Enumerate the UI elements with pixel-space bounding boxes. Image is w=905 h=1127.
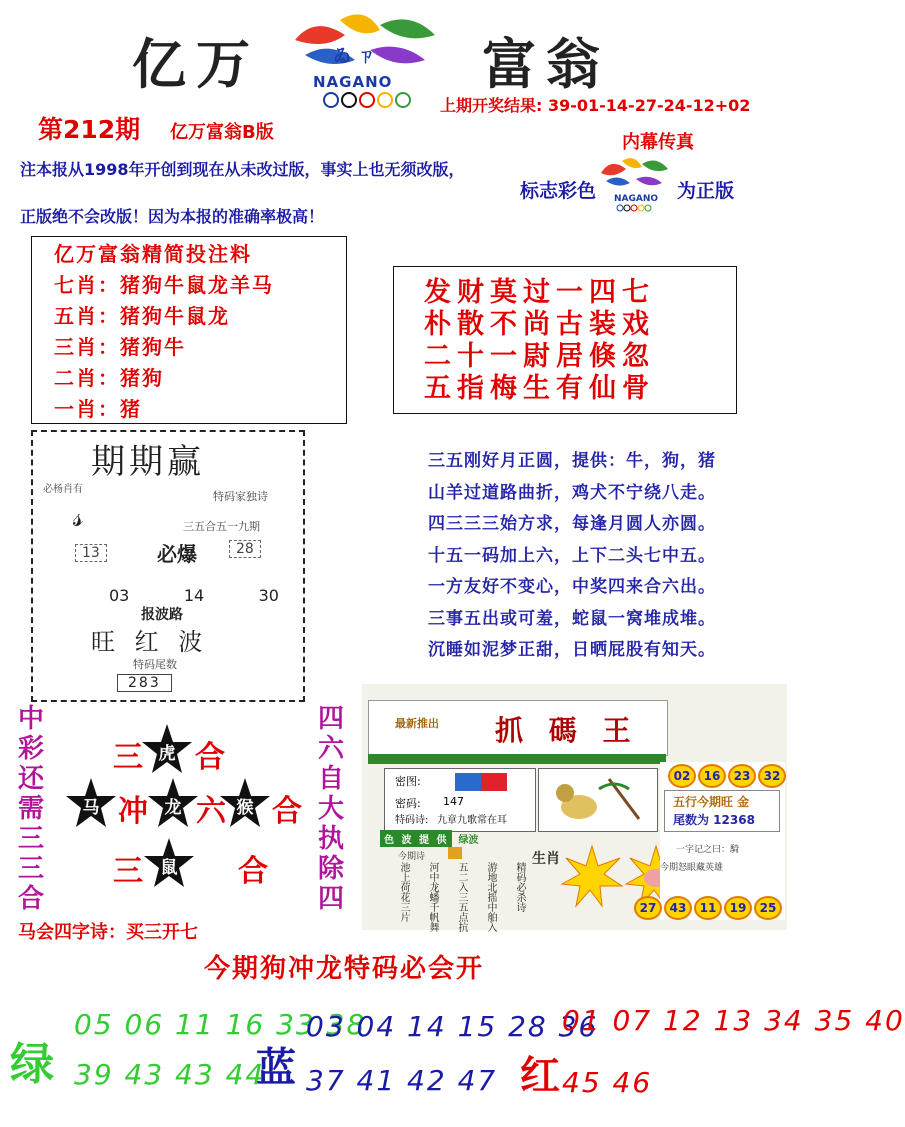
password-card — [384, 768, 536, 832]
number-ball: 25 — [754, 896, 782, 920]
star-label: 龙 — [164, 797, 182, 818]
poem-line: 朴散不尚古装戏 — [424, 309, 655, 340]
small-poem — [396, 862, 527, 932]
code-label: 密码: — [395, 797, 421, 810]
brand-suffix: 为正版 — [677, 180, 735, 202]
right-slogan-char: 除 — [318, 854, 345, 884]
star-horse — [64, 776, 118, 830]
star-label: 马 — [82, 797, 100, 818]
code-value: 147 — [443, 795, 464, 808]
right-vertical-slogan — [318, 704, 344, 914]
blue-numbers-row-1: 03 04 14 15 28 36 — [306, 1010, 599, 1043]
scan-num-left: 13 — [75, 544, 107, 562]
notice-line-1: 注本报从1998年开创到现在从未改过版，事实上也无须改版， — [20, 160, 465, 179]
scan-num-right: 28 — [229, 540, 261, 558]
star-tiger — [140, 722, 194, 776]
zhuama-latest: 最新推出 — [395, 717, 439, 730]
zodiac-line: 三肖：猪狗牛 — [54, 335, 186, 359]
wave-value: 绿波 — [458, 835, 479, 846]
scan-line-a: 必杨肖有 — [43, 484, 83, 495]
blue-poem-line: 四三三三始方求，每逢月圆人亦圆。 — [428, 514, 716, 534]
balls-bottom — [634, 896, 784, 920]
headline: 今期狗冲龙特码必会开 — [204, 954, 485, 984]
sanhe-row2-right: 合 — [272, 794, 302, 829]
star-monkey — [218, 776, 272, 830]
green-numbers-row-1: 05 06 11 16 33 38 — [74, 1008, 367, 1041]
scan-wave-label: 报波路 — [141, 607, 183, 623]
olympic-rings-icon — [323, 92, 411, 108]
burst-left-icon — [560, 844, 624, 908]
small-poem-col: 游地北摇中舶入 — [485, 862, 496, 932]
left-slogan-char: 三 — [18, 824, 45, 854]
cartoon-image — [538, 768, 658, 832]
notice-line-2: 正版绝不会改版！因为本报的准确率极高！ — [20, 207, 325, 226]
snake-icon: 𝓈 — [73, 500, 84, 533]
star-rat — [142, 836, 196, 890]
wave-tag: 色 波 提 供 — [380, 830, 452, 847]
poem-line: 发财莫过一四七 — [424, 277, 655, 308]
logo-text: NAGANO — [313, 73, 393, 91]
scan-last: 283 — [117, 674, 172, 692]
right-slogan-char: 四 — [318, 704, 345, 734]
zhuama-panel — [362, 684, 787, 930]
scan-num: 30 — [258, 586, 279, 605]
right-slogan-char: 大 — [318, 794, 345, 824]
small-logo-icon — [596, 155, 672, 213]
shengxiao-label: 生肖 — [532, 851, 560, 867]
brand-prefix: 标志彩色 — [520, 180, 597, 202]
blue-poem-line: 山羊过道路曲折，鸡犬不宁绕八走。 — [428, 482, 716, 503]
zodiac-line: 七肖：猪狗牛鼠龙羊马 — [54, 273, 274, 297]
wuxing-box — [664, 790, 780, 832]
poem-tag-icon — [448, 847, 462, 859]
scan-num: 14 — [183, 586, 205, 605]
one-word: 一字记之曰：騎 — [676, 845, 740, 855]
number-ball: 32 — [758, 764, 786, 788]
small-poem-col: 河中龙蟠千帆舞 — [427, 862, 438, 932]
scan-line-c: 三五合五一九期 — [183, 520, 260, 533]
left-slogan-char: 合 — [18, 884, 45, 914]
title-right: 富翁 — [482, 32, 610, 96]
star-dragon — [146, 776, 200, 830]
zodiac-pick-box — [31, 236, 347, 424]
scan-nums-row — [109, 586, 279, 605]
left-slogan-char: 还 — [18, 764, 45, 794]
left-slogan-char: 需 — [18, 794, 45, 824]
number-ball: 19 — [724, 896, 752, 920]
zodiac-line: 亿万富翁精简投注料 — [54, 242, 252, 266]
zodiac-line: 五肖：猪狗牛鼠龙 — [54, 304, 230, 328]
blue-label: 蓝 — [256, 1045, 296, 1091]
blue-poem-line: 沉睡如泥梦正甜，日晒屁股有知天。 — [428, 640, 716, 660]
red-numbers-row-1: 01 07 12 13 34 35 40 — [562, 1004, 905, 1037]
number-ball: 16 — [698, 764, 726, 788]
svg-text:NAGANO: NAGANO — [614, 194, 659, 204]
small-poem-col: 精码必杀诗 — [514, 862, 525, 912]
flower-logo-icon — [285, 10, 445, 80]
star-label: 鼠 — [160, 857, 178, 878]
edition-label: 亿万富翁B版 — [170, 122, 274, 143]
right-slogan-char: 六 — [318, 734, 345, 764]
nagano-logo — [285, 10, 445, 110]
svg-text:ゐ ㄗ: ゐ ㄗ — [333, 46, 376, 67]
green-label: 绿 — [10, 1039, 54, 1090]
scan-special: 特码尾数 — [133, 658, 177, 671]
right-slogan-char: 自 — [318, 764, 345, 794]
fax-label: 内幕传真 — [622, 132, 694, 153]
star-label: 猴 — [236, 797, 254, 818]
scan-title: 期期赢 — [91, 442, 205, 482]
blue-numbers-row-2: 37 41 42 47 — [306, 1064, 498, 1097]
number-ball: 27 — [634, 896, 662, 920]
blue-poem — [428, 446, 716, 667]
small-poem-col: 五二入三五点抗 — [456, 862, 467, 932]
left-vertical-slogan — [18, 704, 44, 914]
zodiac-line: 一肖：猪 — [54, 397, 142, 421]
poem-line: 五指梅生有仙骨 — [424, 373, 655, 404]
hero-line: 今期怒眼藏英雄 — [660, 863, 724, 873]
red-numbers-row-2: 45 46 — [562, 1066, 653, 1099]
special-poem-label: 特码诗: — [395, 815, 429, 826]
scan-wave: 旺 红 波 — [91, 628, 209, 656]
poem-line: 二十一尉居倏忽 — [424, 341, 655, 372]
wuxing-text: 五行今期旺 金 — [673, 795, 750, 809]
scan-line-b: 特码家独诗 — [213, 490, 268, 503]
poem-label: 今期诗 — [398, 852, 426, 862]
zodiac-line: 二肖：猪狗 — [54, 366, 164, 390]
number-ball: 43 — [664, 896, 692, 920]
green-stripe — [368, 754, 666, 764]
small-poem-col: 池上荷花三片 — [398, 862, 409, 922]
star-label: 虎 — [158, 743, 176, 764]
last-result: 上期开奖结果: 39-01-14-27-24-12+02 — [440, 96, 751, 115]
blue-poem-line: 三事五出或可羞，蛇鼠一窝堆成堆。 — [428, 608, 716, 629]
password-label: 密图: — [395, 775, 421, 788]
weishu-text: 尾数为 12368 — [673, 813, 755, 827]
password-image — [455, 773, 507, 791]
sanhe-row1-left: 三 — [113, 740, 143, 775]
left-slogan-char: 中 — [18, 704, 45, 734]
sanhe-chong: 冲 — [118, 794, 148, 829]
green-numbers-row-2: 39 43 43 44 — [74, 1058, 266, 1091]
title-left: 亿万 — [132, 32, 260, 96]
sanhe-liu: 六 — [196, 794, 226, 829]
sanhe-row3-right: 合 — [238, 854, 268, 889]
left-slogan-char: 彩 — [18, 734, 45, 764]
special-poem: 九章九歌常在耳 — [437, 815, 507, 826]
blue-poem-line: 一方友好不变心，中奖四来合六出。 — [428, 577, 716, 597]
right-slogan-char: 执 — [318, 824, 345, 854]
wave-tag-row — [380, 830, 478, 847]
blue-poem-line: 三五刚好月正圆，提供：牛，狗，猪 — [428, 451, 716, 471]
issue-number: 第212期 — [38, 115, 141, 144]
scan-must: 必爆 — [157, 542, 197, 566]
sanhe-row3-left: 三 — [113, 854, 143, 889]
balls-top — [668, 764, 788, 788]
scan-num: 03 — [109, 586, 130, 605]
number-ball: 02 — [668, 764, 696, 788]
right-slogan-char: 四 — [318, 884, 345, 914]
zhuama-header — [368, 700, 668, 756]
cartoon-animal-icon — [539, 769, 657, 831]
horse-poem: 马会四字诗：买三开七 — [18, 922, 198, 943]
left-slogan-char: 三 — [18, 854, 45, 884]
number-ball: 23 — [728, 764, 756, 788]
scanned-card — [31, 430, 305, 702]
number-ball: 11 — [694, 896, 722, 920]
sanhe-row1-right: 合 — [195, 740, 225, 775]
zhuama-title: 抓 碼 王 — [495, 714, 639, 747]
red-label: 红 — [520, 1053, 560, 1099]
poem-box — [393, 266, 737, 414]
blue-poem-line: 十五一码加上六，上下二头七中五。 — [428, 545, 716, 566]
